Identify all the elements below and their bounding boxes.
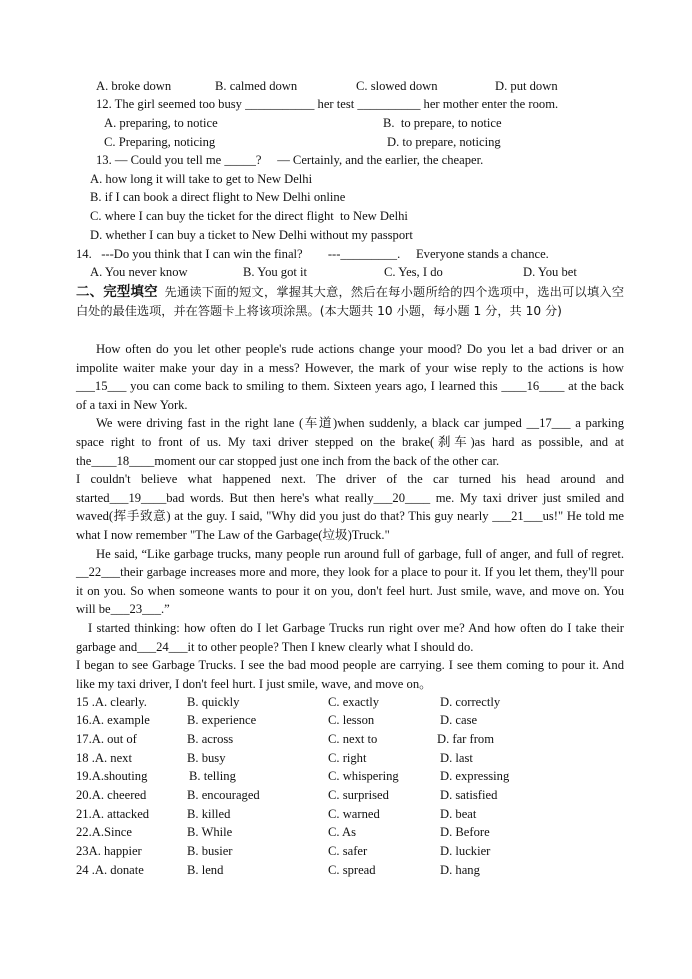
q13-option-c: C. where I can buy the ticket for the direct flight to New Delhi [90,209,408,223]
answer-option-b: B. across [187,732,234,746]
passage-paragraph-6: I began to see Garbage Trucks. I see the bad mood people are carrying. I see them coming to pour it. And like my taxi driver, I don't feel hurt. I just smile, wave, and move on。 [76,658,624,691]
q13-option-a: A. how long it will take to get to New Delhi [90,172,313,186]
passage-paragraph-5: I started thinking: how often do I let Garbage Trucks run right over me? And how often do I take their garbage and___24___it to other people? Then I knew clearly what I should do. [76,620,624,654]
answer-option-c: C. safer [328,844,368,858]
answer-option-a: 16.A. example [76,713,150,727]
answer-option-a: 20.A. cheered [76,788,147,802]
answer-option-a: 23A. happier [76,844,142,858]
answer-option-d: D. satisfied [440,788,498,802]
answer-option-d: D. beat [440,807,477,821]
q12-stem: 12. The girl seemed too busy ___________ her test __________ her mother enter the room. [96,97,559,111]
section2-header [76,283,624,321]
answer-option-a: 21.A. attacked [76,807,150,821]
answer-option-b: B. busy [187,751,226,765]
answer-option-a: 15 .A. clearly. [76,695,147,709]
q11-option-b: B. calmed down [215,79,298,93]
answer-option-a: 19.A.shouting [76,769,148,783]
q11-option-d: D. put down [495,79,558,93]
answer-option-d: D. case [440,713,478,727]
passage-paragraph-1: How often do you let other people's rude actions change your mood? Do you let a bad driver or an impolite waiter make your day in a mess? However, the mark of your wise reply to the actions is how ___15___ you can come back to smiling to them. Sixteen years ago, I learned this ____16____ at the back of a taxi in New York. [76,342,624,412]
q14-option-c: C. Yes, I do [384,265,443,279]
answer-option-d: D. expressing [440,769,510,783]
answer-option-c: C. spread [328,863,376,877]
answer-option-c: C. right [328,751,367,765]
answer-option-d: D. Before [440,825,490,839]
answer-option-d: D. last [440,751,473,765]
q11-option-a: A. broke down [96,79,172,93]
section2-instruction: 先通读下面的短文，掌握其大意，然后在每小题所给的四个选项中，选出可以填入空白处的最佳选项，并在答题卡上将该项涂黑。(本大题共 10 小题，每小题 1 分，共 10 分) [76,285,625,318]
answer-option-d: D. correctly [440,695,501,709]
q11-option-c: C. slowed down [356,79,438,93]
answer-option-a: 22.A.Since [76,825,132,839]
answer-option-c: C. lesson [328,713,375,727]
answer-option-c: C. As [328,825,356,839]
q14-stem: 14. ---Do you think that I can win the final? ---_________. Everyone stands a chance. [76,247,549,261]
answer-option-d: D. hang [440,863,480,877]
q13-option-b: B. if I can book a direct flight to New Delhi online [90,190,346,204]
passage-paragraph-3: I couldn't believe what happened next. The driver of the car turned his head around and started___19____bad words. But then here's what really___20____ me. My taxi driver just smiled and waved(挥手致意) at the guy. I said, "Why did you just do that? This guy nearly ___21___us!" He told me what I now remember "The Law of the Garbage(垃圾)Truck." [76,472,624,542]
answer-option-b: B. lend [187,863,224,877]
answer-option-c: C. next to [328,732,378,746]
q14-option-d: D. You bet [523,265,577,279]
answer-option-b: B. While [187,825,233,839]
answer-option-d: D. far from [437,732,494,746]
q12-option-c: C. Preparing, noticing [104,135,216,149]
answer-option-a: 17.A. out of [76,732,137,746]
q13-option-d: D. whether I can buy a ticket to New Delhi without my passport [90,228,413,242]
passage-paragraph-2: We were driving fast in the right lane (车道)when suddenly, a black car jumped __17___ a parking space right to front of us. My taxi driver stepped on the brake(刹车)as hard as possible, and at the____18____moment our car stopped just one inch from the back of the other car. [76,416,624,468]
answer-option-a: 18 .A. next [76,751,132,765]
q14-option-a: A. You never know [90,265,188,279]
answer-option-c: C. whispering [328,769,399,783]
answer-option-c: C. warned [328,807,380,821]
answer-option-a: 24 .A. donate [76,863,144,877]
section2-heading: 二、完型填空 [76,285,158,300]
q12-option-b: B. to prepare, to notice [383,116,502,130]
answer-option-b: B. experience [187,713,257,727]
answer-option-b: B. killed [187,807,231,821]
answer-option-d: D. luckier [440,844,491,858]
passage [76,340,624,693]
passage-paragraph-4: He said, “Like garbage trucks, many people run around full of garbage, full of anger, and full of regret. __22___their garbage increases more and more, they look for a place to pour it. If you let them, they'll pour it on you. So when someone wants to pour it on you, don't feel hurt. Just smile, wave, and move on. You will be___23___.” [76,546,624,617]
answer-option-c: C. exactly [328,695,380,709]
answer-option-b: B. quickly [187,695,240,709]
answer-option-b: B. telling [189,769,236,783]
q12-option-a: A. preparing, to notice [104,116,218,130]
answer-option-b: B. busier [187,844,233,858]
answer-option-c: C. surprised [328,788,389,802]
q13-stem: 13. — Could you tell me _____? — Certainly, and the earlier, the cheaper. [96,153,484,167]
q14-option-b: B. You got it [243,265,308,279]
q12-option-d: D. to prepare, noticing [387,135,501,149]
answer-option-b: B. encouraged [187,788,260,802]
